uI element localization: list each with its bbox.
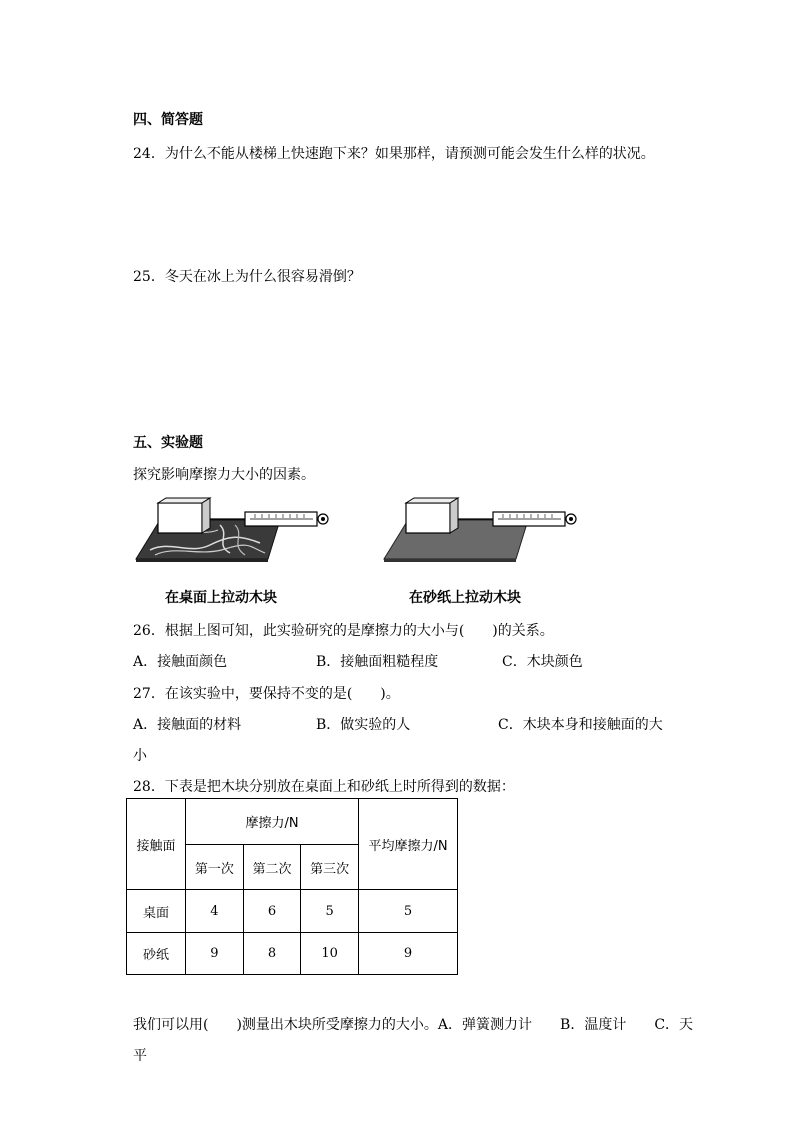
header-trial-1: 第一次 bbox=[186, 845, 244, 890]
question-26: 26．根据上图可知，此实验研究的是摩擦力的大小与( )的关系。 bbox=[133, 623, 554, 639]
header-surface: 接触面 bbox=[127, 799, 186, 890]
q27-option-b: B．做实验的人 bbox=[316, 717, 411, 733]
q27-option-c: C．木块本身和接触面的大 bbox=[498, 717, 663, 733]
table-cell-average: 9 bbox=[359, 933, 458, 975]
figure-block-on-table bbox=[130, 495, 345, 565]
table-cell-average: 5 bbox=[359, 890, 458, 933]
q28-followup: 我们可以用( )测量出木块所受摩擦力的大小。A．弹簧测力计 B．温度计 C．天 bbox=[133, 1017, 694, 1033]
q27-option-c-continued: 小 bbox=[133, 748, 147, 764]
section-heading-short-answer: 四、简答题 bbox=[133, 112, 203, 128]
table-cell: 9 bbox=[186, 933, 244, 975]
table-row bbox=[127, 933, 458, 975]
figure-caption-table: 在桌面上拉动木块 bbox=[165, 590, 277, 606]
row-surface-table: 桌面 bbox=[127, 890, 186, 933]
section-heading-experiment: 五、实验题 bbox=[133, 435, 203, 451]
q26-option-c: C．木块颜色 bbox=[502, 654, 583, 670]
q26-option-b: B．接触面粗糙程度 bbox=[316, 654, 439, 670]
figure-caption-sandpaper: 在砂纸上拉动木块 bbox=[409, 590, 521, 606]
q28-followup-continued: 平 bbox=[133, 1048, 147, 1064]
header-trial-3: 第三次 bbox=[301, 845, 359, 890]
row-surface-sandpaper: 砂纸 bbox=[127, 933, 186, 975]
table-cell: 10 bbox=[301, 933, 359, 975]
question-28: 28．下表是把木块分别放在桌面上和砂纸上时所得到的数据： bbox=[133, 779, 515, 795]
q27-option-a: A．接触面的材料 bbox=[133, 717, 242, 733]
question-25: 25．冬天在冰上为什么很容易滑倒？ bbox=[133, 269, 361, 285]
table-cell: 4 bbox=[186, 890, 244, 933]
header-friction: 摩擦力/N bbox=[186, 799, 359, 845]
question-27: 27．在该实验中，要保持不变的是( )。 bbox=[133, 686, 400, 702]
question-24: 24．为什么不能从楼梯上快速跑下来？如果那样，请预测可能会发生什么样的状况。 bbox=[133, 146, 655, 162]
header-average-friction: 平均摩擦力/N bbox=[359, 799, 458, 890]
table-cell: 6 bbox=[243, 890, 301, 933]
figure-block-on-sandpaper bbox=[378, 495, 593, 565]
table-cell: 8 bbox=[243, 933, 301, 975]
friction-data-table bbox=[126, 798, 458, 975]
experiment-intro: 探究影响摩擦力大小的因素。 bbox=[133, 467, 315, 483]
q26-option-a: A．接触面颜色 bbox=[133, 654, 228, 670]
header-trial-2: 第二次 bbox=[243, 845, 301, 890]
table-row bbox=[127, 890, 458, 933]
table-cell: 5 bbox=[301, 890, 359, 933]
